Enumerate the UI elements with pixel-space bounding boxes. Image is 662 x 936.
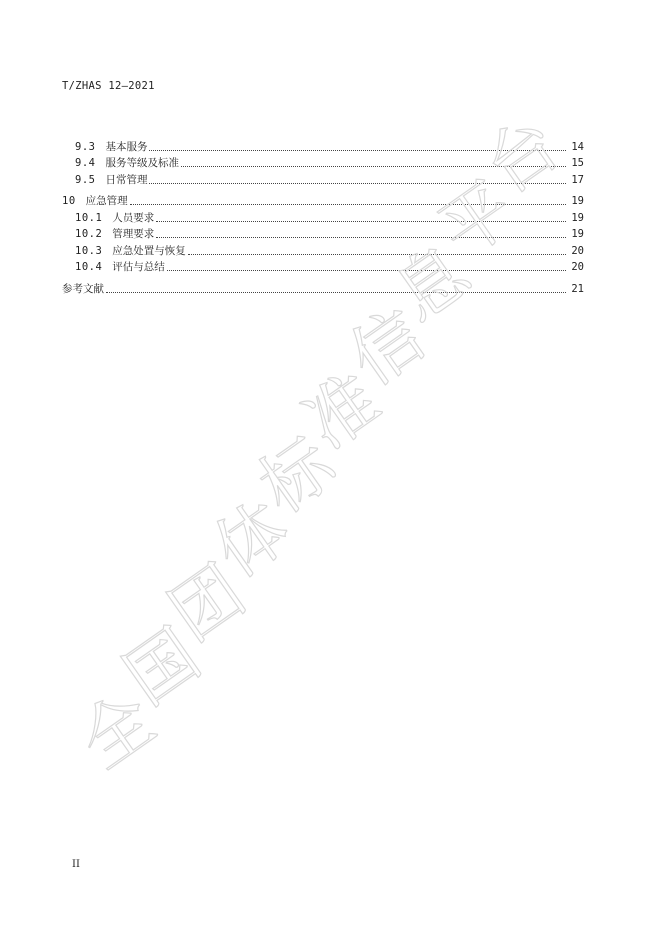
watermark-char: 体 bbox=[199, 485, 305, 593]
document-code: T/ZHAS 12—2021 bbox=[62, 80, 155, 92]
toc-number: 9.3 bbox=[75, 140, 96, 153]
toc-title: 应急处置与恢复 bbox=[112, 244, 186, 257]
toc-page-number: 19 bbox=[571, 211, 584, 224]
table-of-contents bbox=[62, 136, 584, 295]
toc-entry-10-3[interactable] bbox=[62, 240, 584, 257]
toc-leader-dots bbox=[188, 253, 566, 255]
toc-leader-dots bbox=[156, 220, 566, 222]
toc-title: 人员要求 bbox=[112, 211, 155, 224]
toc-title: 服务等级及标准 bbox=[105, 157, 179, 169]
toc-page-number: 19 bbox=[571, 195, 584, 207]
toc-title: 评估与总结 bbox=[112, 261, 165, 273]
watermark-char: 息 bbox=[379, 230, 485, 338]
toc-number: 10.1 bbox=[75, 211, 103, 224]
toc-page-number: 21 bbox=[571, 282, 584, 295]
watermark-char: 国 bbox=[109, 613, 215, 721]
page-number: II bbox=[72, 859, 80, 870]
toc-page-number: 14 bbox=[571, 140, 584, 153]
toc-page-number: 19 bbox=[571, 228, 584, 240]
toc-entry-10-2[interactable] bbox=[62, 224, 584, 241]
watermark-char: 平 bbox=[424, 166, 530, 274]
watermark-char: 标 bbox=[244, 421, 350, 530]
toc-page-number: 20 bbox=[571, 244, 584, 257]
toc-entry-9-5[interactable] bbox=[62, 169, 584, 186]
watermark-char: 台 bbox=[469, 102, 575, 210]
toc-leader-dots bbox=[156, 236, 566, 238]
toc-leader-dots bbox=[130, 203, 566, 205]
toc-entry-10-4[interactable] bbox=[62, 257, 584, 274]
toc-page-number: 15 bbox=[571, 157, 584, 169]
toc-leader-dots bbox=[167, 269, 566, 271]
toc-leader-dots bbox=[106, 291, 566, 293]
toc-leader-dots bbox=[149, 149, 566, 151]
watermark-char: 全 bbox=[64, 677, 170, 785]
toc-leader-dots bbox=[149, 182, 566, 184]
toc-title: 管理要求 bbox=[112, 228, 155, 240]
watermark-char: 团 bbox=[154, 549, 260, 657]
watermark-char: 信 bbox=[334, 293, 440, 402]
toc-entry-10-1[interactable] bbox=[62, 207, 584, 224]
toc-entry-9-4[interactable] bbox=[62, 153, 584, 170]
toc-title: 应急管理 bbox=[85, 195, 128, 207]
toc-title: 基本服务 bbox=[105, 140, 148, 153]
toc-entry-9-3[interactable] bbox=[62, 136, 584, 153]
toc-title: 参考文献 bbox=[62, 282, 104, 295]
toc-number: 10 bbox=[62, 195, 76, 207]
toc-number: 10.3 bbox=[75, 244, 103, 257]
toc-number: 9.5 bbox=[75, 173, 96, 186]
toc-number: 10.4 bbox=[75, 261, 103, 273]
toc-leader-dots bbox=[181, 165, 566, 167]
toc-title: 日常管理 bbox=[105, 173, 148, 186]
toc-page-number: 20 bbox=[571, 261, 584, 273]
toc-number: 9.4 bbox=[75, 157, 96, 169]
toc-entry-references[interactable] bbox=[62, 278, 584, 295]
toc-number: 10.2 bbox=[75, 228, 103, 240]
toc-page-number: 17 bbox=[571, 173, 584, 186]
watermark-char: 准 bbox=[289, 357, 395, 466]
toc-entry-10[interactable] bbox=[62, 191, 584, 208]
